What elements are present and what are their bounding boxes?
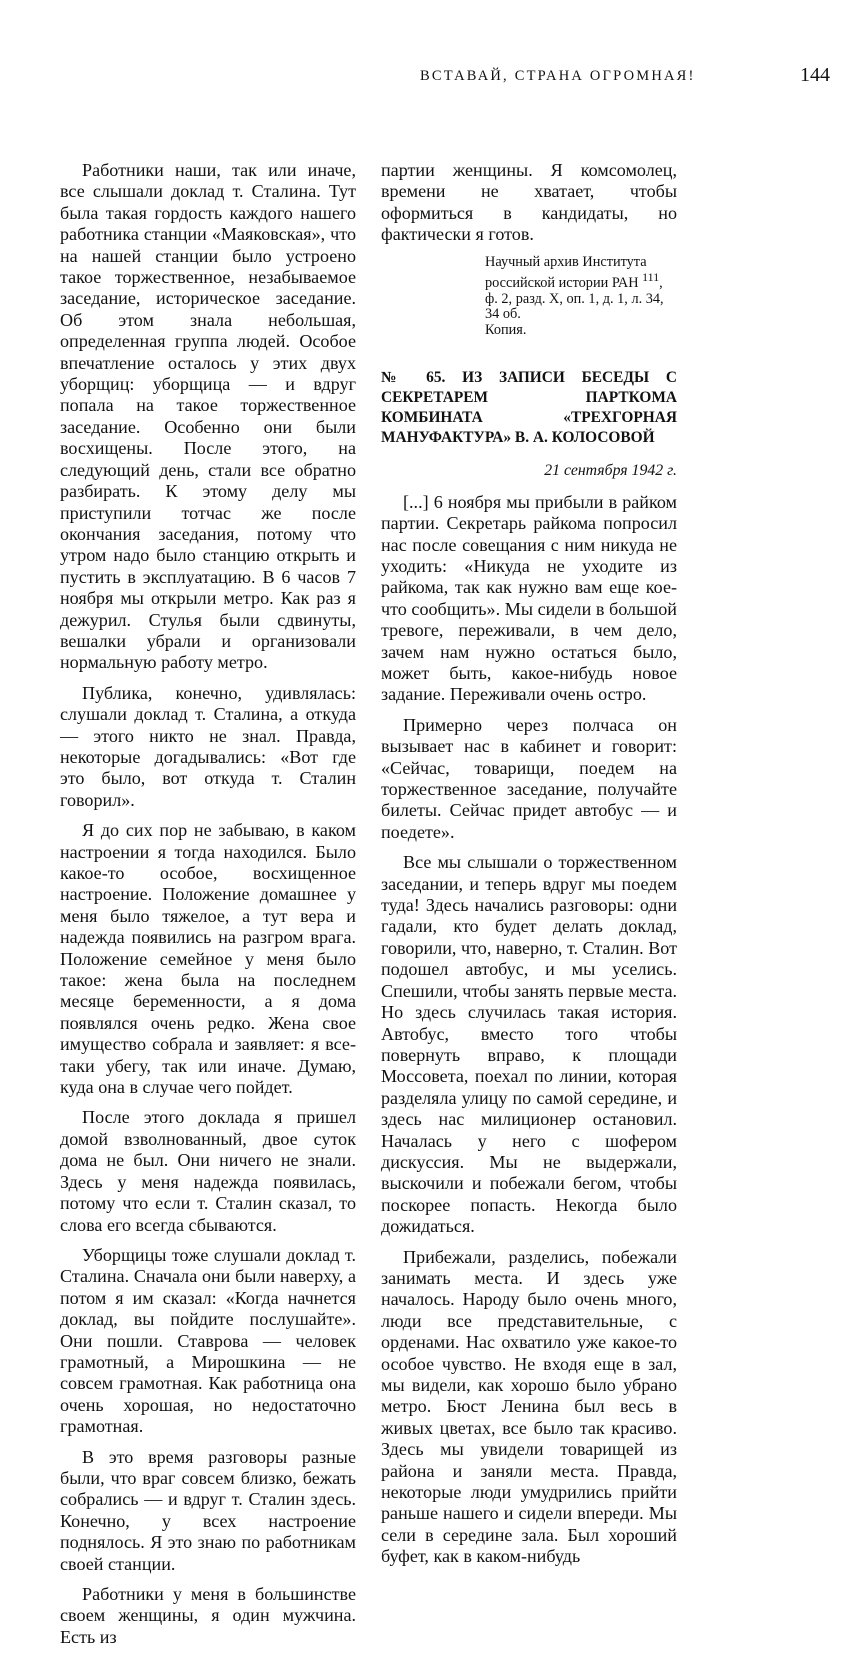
paragraph: Публика, конечно, удивлялась: слушали доклад т. Сталина, а откуда — этого никто не знал. Правда, некоторые догадывались: «Вот где это было, вот откуда т. Сталин говорил». [60,682,356,810]
page-number: 144 [800,64,830,86]
continued-paragraph: партии женщины. Я комсомолец, времени не хватает, чтобы оформиться в кандидаты, но фактически я готов. [381,160,677,245]
paragraph: Все мы слышали о торжественном заседании, и теперь вдруг мы поедем туда! Здесь начались разговоры: одни гадали, кто будет делать доклад, говорили, что, наверно, т. Сталин. Вот подошел автобус, и мы уселись. Спешили, чтобы занять первые места. Но здесь случилась такая история. Автобус, вместо того чтобы повернуть вправо, к площади Моссовета, поехал по линии, которая разделяла улицу по самой середине, и здесь нас милиционер остановил. Началась у него с шофером дискуссия. Мы не выдержали, выскочили и побежали бегом, чтобы поскорее попасть. Некогда было дожидаться. [381,852,677,1237]
archive-reference [485,255,677,339]
paragraph: Работники наши, так или иначе, все слышали доклад т. Сталина. Тут была такая гордость каждого нашего работника станции «Маяковская», что на нашей станции было устроено такое торжественное, незабываемое заседание, историческое заседание. Об этом знала небольшая, определенная группа людей. Особое впечатление осталось у этих двух уборщиц: уборщица — и вдруг попала на такое торжественное заседание. Особенно они были восхищены. После этого, на следующий день, стали все обратно разбирать. К этому делу мы приступили тотчас же после окончания заседания, потому что утром надо было станцию открыть и пустить в эксплуатацию. В 6 часов 7 ноября мы открыли метро. Как раз я дежурил. Стулья были сдвинуты, вешалки убрали и организовали нормальную работу метро. [60,160,356,673]
archive-source: Научный архив Института российской истории РАН [485,253,647,291]
paragraph: [...] 6 ноября мы прибыли в райком партии. Секретарь райкома попросил нас после совещания с ним никуда не уходить: «Никуда не уходите из райкома, так как нужно вам еще кое-что сообщить». Мы сидели в большой тревоге, переживали, в чем дело, зачем нам нужно остаться было, может быть, какое-нибудь новое задание. Переживали очень остро. [381,491,677,705]
paragraph: Я до сих пор не забываю, в каком настроении я тогда находился. Было какое-то особое, восхищенное настроение. Положение домашнее у меня было тяжелое, а тут вера и надежда появились на разгром врага. Положение семейное у меня было такое: жена была на последнем месяце беременности, а я дома появлялся очень редко. Жена свое имущество собрала и заявляет: я все-таки убегу, так или иначе. Думаю, куда она в случае чего пойдет. [60,820,356,1098]
right-column [381,160,677,1577]
running-head: ВСТАВАЙ, СТРАНА ОГРОМНАЯ! [420,68,696,84]
archive-location: , ф. 2, разд. X, оп. 1, д. 1, л. 34, 34 об. [485,274,664,323]
paragraph: Уборщицы тоже слушали доклад т. Сталина. Сначала они были наверху, а потом я им сказал: «Когда начнется доклад, вы пойдите послушайте». Они пошли. Ставрова — человек грамотный, а Мирошкина — не совсем грамотная. Как работница она очень хорошая, но недостаточно грамотная. [60,1244,356,1437]
document-date: 21 сентября 1942 г. [544,462,677,480]
document-title: № 65. ИЗ ЗАПИСИ БЕСЕДЫ С СЕКРЕТАРЕМ ПАРТКОМА КОМБИНАТА «ТРЕХГОРНАЯ МАНУФАКТУРА» В. А. КОЛОСОВОЙ [381,369,677,447]
footnote-ref: 111 [642,270,660,285]
paragraph: После этого доклада я пришел домой взволнованный, двое суток дома не был. Они ничего не знали. Здесь у меня надежда появилась, потому что если т. Сталин сказал, то слова его всегда сбываются. [60,1107,356,1235]
paragraph: Примерно через полчаса он вызывает нас в кабинет и говорит: «Сейчас, товарищи, поедем на торжественное заседание, получайте билеты. Сейчас придет автобус — и поедете». [381,714,677,842]
paragraph: Прибежали, разделись, побежали занимать места. И здесь уже началось. Народу было очень много, люди все представительные, с орденами. Нас охватило уже какое-то особое чувство. Не входя еще в зал, мы видели, как хорошо было убрано метро. Бюст Ленина был весь в живых цветах, все было так красиво. Здесь мы увидели товарищей из района и заняли места. Правда, некоторые люди умудрились прийти раньше нашего и сидели впереди. Мы сели в середине зала. Был хороший буфет, как в каком-нибудь [381,1246,677,1567]
archive-copy-note: Копия. [485,321,527,338]
left-column [60,160,356,1657]
paragraph: В это время разговоры разные были, что враг совсем близко, бежать собрались — и вдруг т. Сталин здесь. Конечно, у всех настроение поднялось. Я это знаю по работникам своей станции. [60,1446,356,1574]
paragraph: Работники у меня в большинстве своем женщины, я один мужчина. Есть из [60,1584,356,1647]
